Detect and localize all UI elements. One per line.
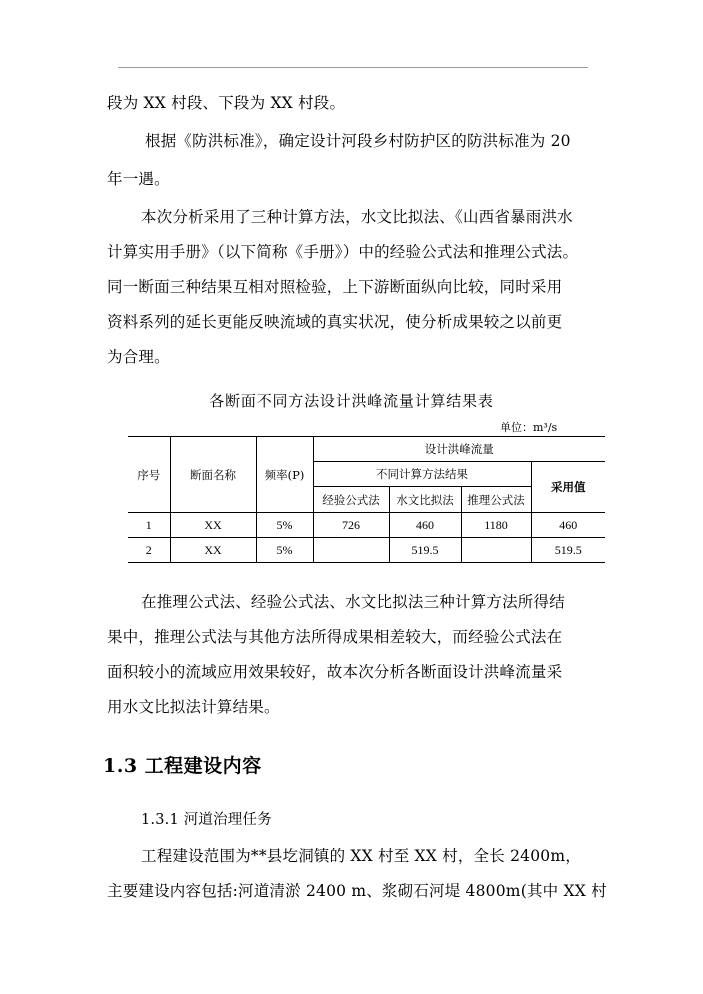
cell-adopted: 519.5 — [554, 542, 582, 557]
subsection-heading: 1.3.1 河道治理任务 — [141, 812, 272, 828]
cell-rational — [461, 538, 531, 563]
cell-index: 1 — [128, 513, 170, 538]
paragraph-line: 为合理。 — [107, 348, 170, 366]
header-adopted: 采用值 — [551, 480, 586, 494]
paragraph-line: 在推理公式法、经验公式法、水文比拟法三种计算方法所得结 — [141, 593, 565, 611]
header-design-flow: 设计洪峰流量 — [313, 437, 605, 462]
header-method-results: 不同计算方法结果 — [313, 462, 531, 487]
cell-empirical — [313, 538, 389, 563]
cell-rational: 1180 — [461, 513, 531, 538]
paragraph-line: 工程建设范围为**县圪洞镇的 XX 村至 XX 村，全长 2400m， — [141, 847, 581, 865]
header-section: 断面名称 — [170, 437, 256, 513]
cell-section: XX — [170, 538, 256, 563]
paragraph-line: 本次分析采用了三种计算方法，水文比拟法、《山西省暴雨洪水 — [141, 208, 573, 226]
paragraph-line: 资料系列的延长更能反映流域的真实状况，使分析成果较之以前更 — [107, 313, 563, 331]
paragraph-line: 段为 XX 村段、下段为 XX 村段。 — [107, 94, 346, 112]
cell-frequency: 5% — [256, 538, 313, 563]
flood-peak-table — [128, 436, 605, 563]
section-heading: 1.3 工程建设内容 — [103, 755, 262, 777]
cell-section: XX — [170, 513, 256, 538]
cell-hydro-analogy: 519.5 — [389, 538, 461, 563]
paragraph-line: 同一断面三种结果互相对照检验，上下游断面纵向比较，同时采用 — [107, 278, 563, 296]
paragraph-line: 计算实用手册》（以下简称《手册》）中的经验公式法和推理公式法。 — [107, 243, 579, 261]
paragraph-line: 果中，推理公式法与其他方法所得成果相差较大，而经验公式法在 — [107, 628, 563, 646]
header-rational: 推理公式法 — [461, 487, 531, 513]
table-row — [128, 538, 605, 563]
cell-index: 2 — [128, 538, 170, 563]
paragraph-line: 面积较小的流域应用效果较好，故本次分析各断面设计洪峰流量采 — [107, 663, 563, 681]
table-row — [128, 513, 605, 538]
cell-frequency: 5% — [256, 513, 313, 538]
paragraph-line: 根据《防洪标准》，确定设计河段乡村防护区的防洪标准为 20 — [145, 132, 571, 150]
paragraph-line: 主要建设内容包括:河道清淤 2400 m、浆砌石河堤 4800m(其中 XX 村 — [107, 882, 607, 900]
cell-adopted: 460 — [559, 517, 578, 532]
cell-hydro-analogy: 460 — [389, 513, 461, 538]
paragraph-line: 用水文比拟法计算结果。 — [107, 698, 280, 716]
cell-empirical: 726 — [313, 513, 389, 538]
table-unit: 单位：m³/s — [500, 421, 558, 434]
header-empirical: 经验公式法 — [313, 487, 389, 513]
paragraph-line: 年一遇。 — [107, 170, 170, 188]
header-index: 序号 — [128, 437, 170, 513]
header-rule — [118, 67, 588, 68]
header-frequency: 频率(P) — [256, 437, 313, 513]
table-caption: 各断面不同方法设计洪峰流量计算结果表 — [209, 392, 494, 410]
header-hydro-analogy: 水文比拟法 — [389, 487, 461, 513]
